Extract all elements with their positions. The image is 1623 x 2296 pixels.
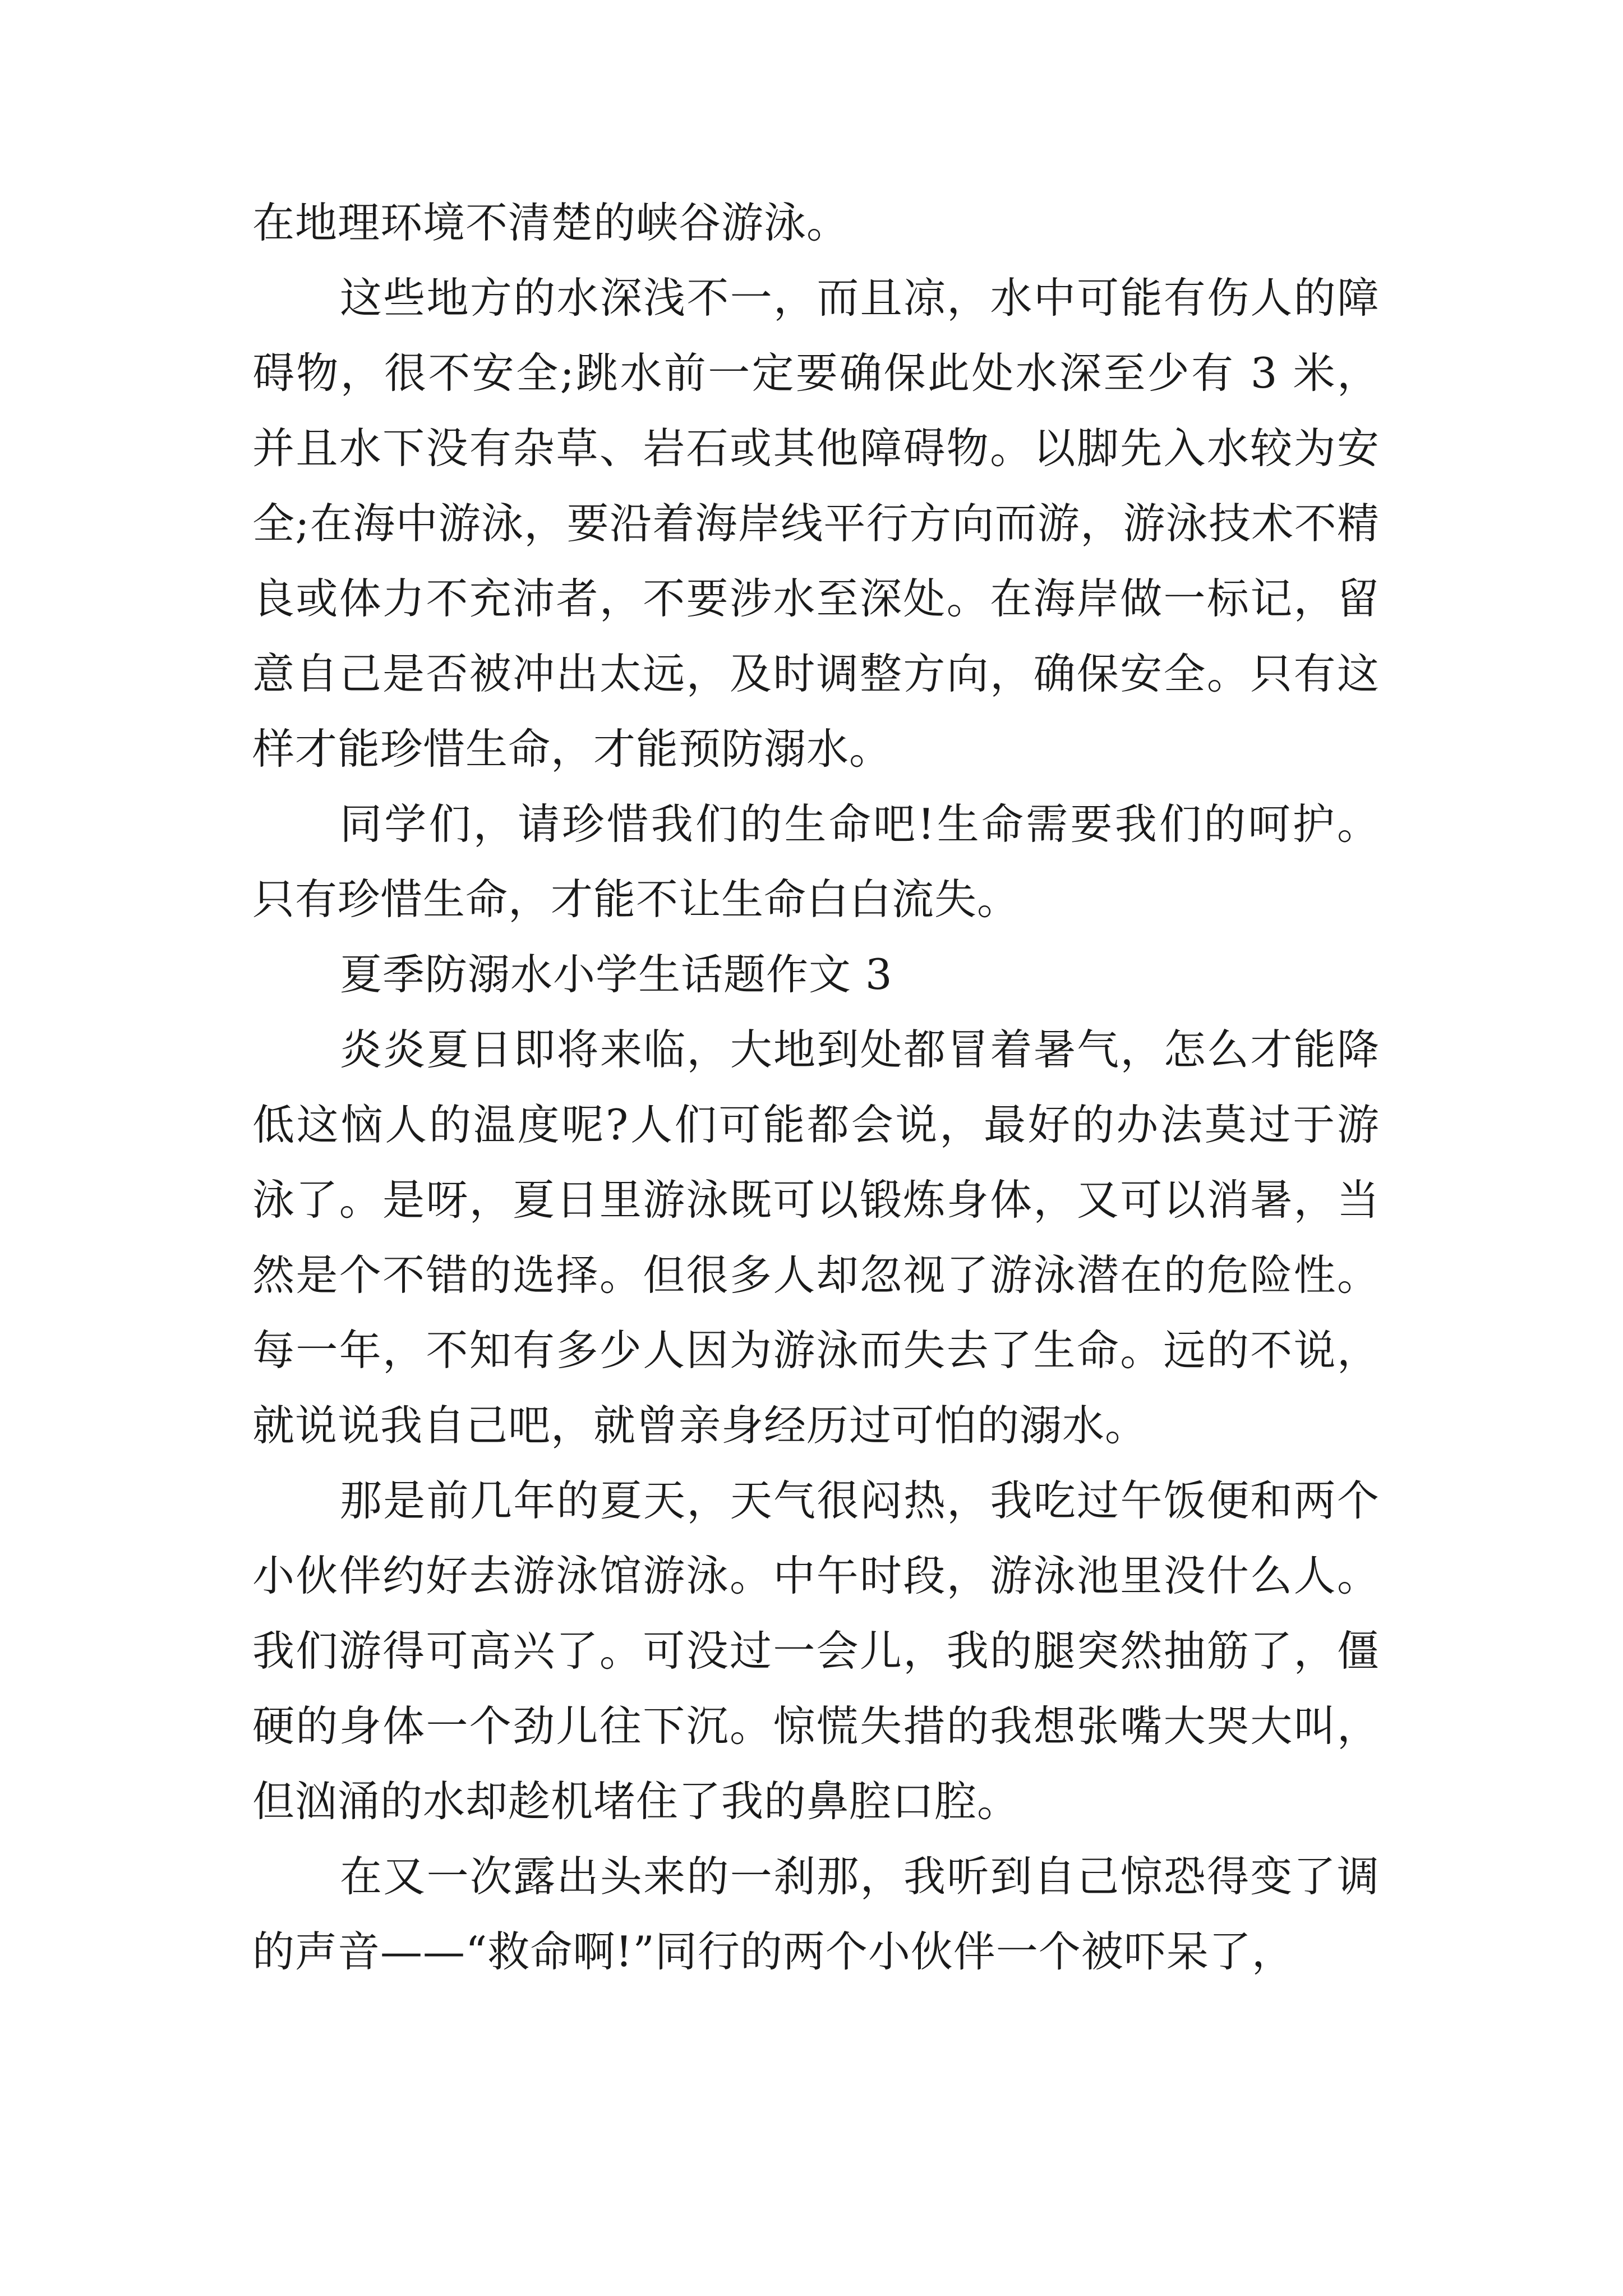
paragraph: 在又一次露出头来的一刹那，我听到自己惊恐得变了调的声音——“救命啊!”同行的两个小伙伴一个被吓呆了， [252, 1852, 1380, 1976]
paragraph: 炎炎夏日即将来临，大地到处都冒着暑气，怎么才能降低这恼人的温度呢?人们可能都会说，最好的办法莫过于游泳了。是呀，夏日里游泳既可以锻炼身体，又可以消暑，当然是个不错的选择。但很多人却忽视了游泳潜在的危险性。每一年，不知有多少人因为游泳而失去了生命。远的不说，就说说我自己吧，就曾亲身经历过可怕的溺水。 [252, 1025, 1380, 1450]
body-text [252, 185, 1380, 1989]
section-heading: 夏季防溺水小学生话题作文 3 [340, 950, 893, 999]
paragraph: 那是前几年的夏天，天气很闷热，我吃过午饭便和两个小伙伴约好去游泳馆游泳。中午时段，游泳池里没什么人。我们游得可高兴了。可没过一会儿，我的腿突然抽筋了，僵硬的身体一个劲儿往下沉。惊慌失措的我想张嘴大哭大叫，但汹涌的水却趁机堵住了我的鼻腔口腔。 [252, 1476, 1380, 1826]
paragraph: 这些地方的水深浅不一，而且凉，水中可能有伤人的障碍物，很不安全;跳水前一定要确保此处水深至少有 3 米，并且水下没有杂草、岩石或其他障碍物。以脚先入水较为安全;在海中游泳，要沿着海岸线平行方向而游，游泳技术不精良或体力不充沛者，不要涉水至深处。在海岸做一标记，留意自己是否被冲出太远，及时调整方向，确保安全。只有这样才能珍惜生命，才能预防溺水。 [252, 273, 1380, 774]
paragraph: 同学们，请珍惜我们的生命吧!生命需要我们的呵护。只有珍惜生命，才能不让生命白白流失。 [252, 799, 1380, 924]
paragraph: 在地理环境不清楚的峡谷游泳。 [252, 198, 850, 247]
